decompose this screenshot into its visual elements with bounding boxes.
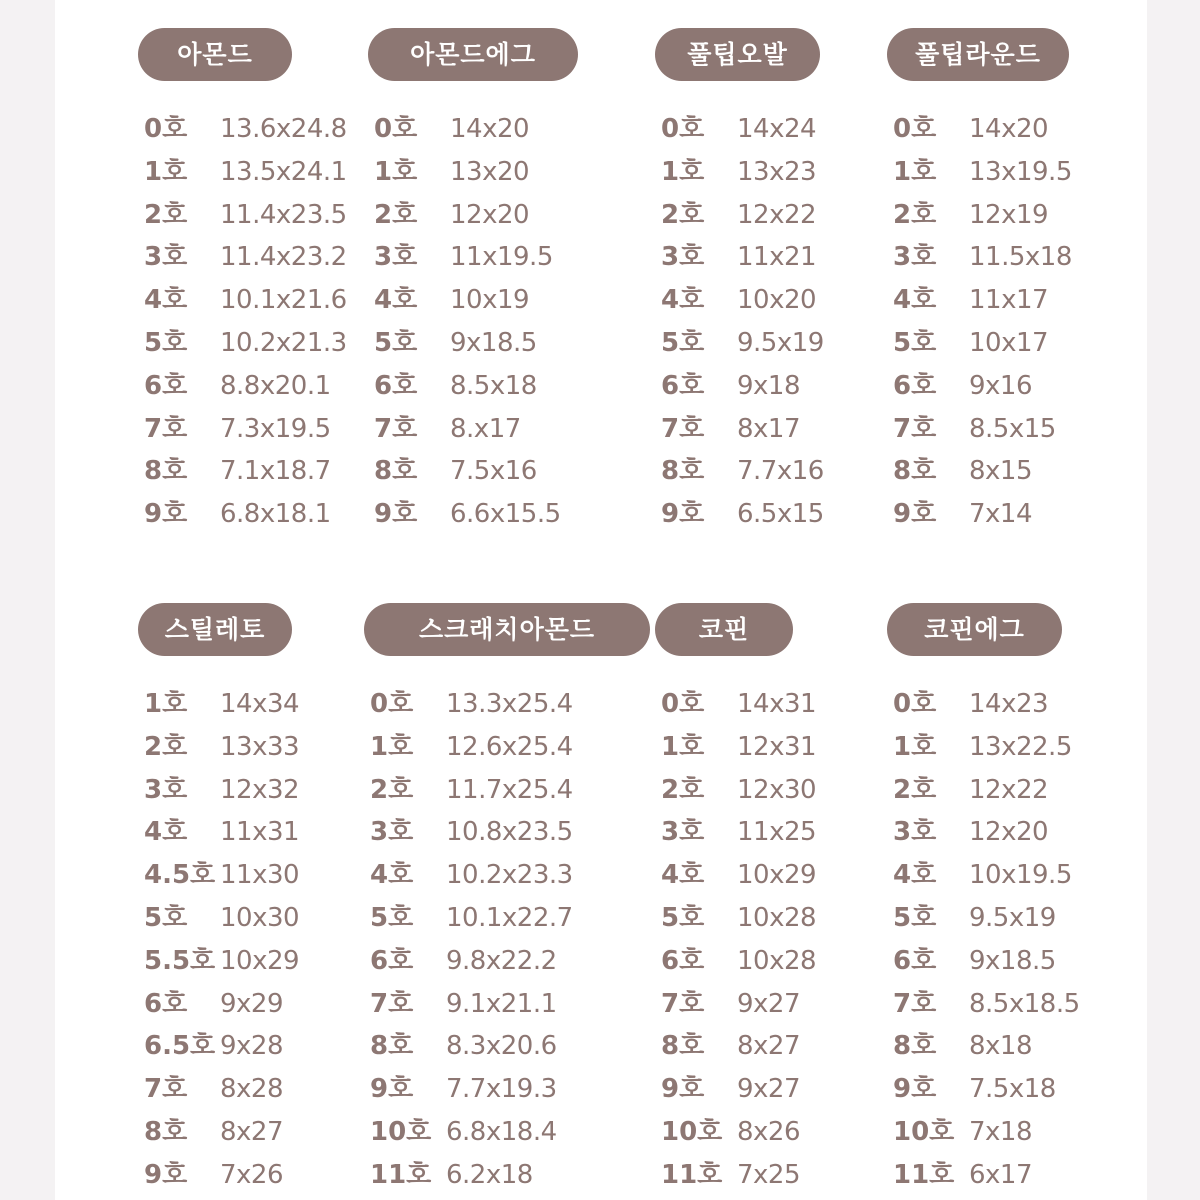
size-row [368, 365, 578, 408]
size-row [138, 683, 299, 726]
group-column [364, 603, 650, 1197]
size-row [887, 194, 1072, 237]
size-row [368, 408, 578, 451]
size-dimensions: 8x15 [969, 456, 1033, 487]
size-row [138, 940, 299, 983]
size-row [368, 279, 578, 322]
group-column [138, 28, 347, 536]
size-number: 7호 [374, 413, 418, 444]
size-dimensions: 9x27 [737, 1074, 801, 1105]
size-dimensions: 9.8x22.2 [446, 945, 557, 976]
size-dimensions: 9x16 [969, 370, 1033, 401]
size-dimensions: 12x30 [737, 774, 817, 805]
size-number: 3호 [893, 817, 937, 848]
size-row [368, 194, 578, 237]
size-dimensions: 6.2x18 [446, 1159, 533, 1190]
size-dimensions: 8x26 [737, 1116, 801, 1147]
size-number: 9호 [374, 499, 418, 530]
size-number: 5호 [374, 327, 418, 358]
size-dimensions: 10.2x21.3 [220, 327, 347, 358]
size-number: 4호 [893, 285, 937, 316]
size-list [887, 683, 1080, 1197]
size-row [364, 897, 650, 940]
size-dimensions: 10x28 [737, 902, 817, 933]
size-list [887, 108, 1072, 536]
shape-label-pill: 풀팁라운드 [887, 28, 1069, 81]
size-number: 9호 [893, 1074, 937, 1105]
size-number: 4호 [144, 817, 188, 848]
size-dimensions: 11x25 [737, 817, 817, 848]
size-dimensions: 9.5x19 [969, 902, 1056, 933]
size-number: 5호 [893, 902, 937, 933]
size-row [368, 151, 578, 194]
size-number: 1호 [661, 156, 705, 187]
size-row [887, 897, 1080, 940]
size-number: 5호 [661, 327, 705, 358]
size-row [887, 1068, 1080, 1111]
size-dimensions: 12x20 [969, 817, 1049, 848]
size-dimensions: 7.5x16 [450, 456, 537, 487]
size-number: 2호 [144, 199, 188, 230]
size-number: 8호 [661, 456, 705, 487]
size-dimensions: 14x31 [737, 689, 817, 719]
size-dimensions: 9.5x19 [737, 327, 824, 358]
size-number: 6호 [370, 945, 414, 976]
size-number: 7호 [144, 1074, 188, 1105]
size-list [138, 683, 299, 1197]
size-number: 10호 [661, 1116, 723, 1147]
size-dimensions: 10.2x23.3 [446, 860, 573, 891]
size-list [138, 108, 347, 536]
size-number: 2호 [893, 199, 937, 230]
size-dimensions: 8x27 [220, 1116, 284, 1147]
size-dimensions: 14x20 [969, 114, 1049, 144]
size-number: 2호 [370, 774, 414, 805]
size-number: 1호 [374, 156, 418, 187]
size-list [368, 108, 578, 536]
size-dimensions: 7.1x18.7 [220, 456, 331, 487]
size-number: 6.5호 [144, 1031, 216, 1062]
size-number: 3호 [661, 817, 705, 848]
size-row [655, 769, 816, 812]
size-row [655, 236, 824, 279]
shape-label-pill: 스틸레토 [138, 603, 292, 656]
shape-label-pill: 코핀 [655, 603, 793, 656]
size-row [368, 450, 578, 493]
size-dimensions: 7.3x19.5 [220, 413, 331, 444]
size-number: 2호 [661, 199, 705, 230]
size-number: 0호 [144, 114, 188, 144]
group-column [887, 28, 1072, 536]
size-dimensions: 12x20 [450, 199, 530, 230]
size-dimensions: 10.1x21.6 [220, 285, 347, 316]
size-row [368, 322, 578, 365]
size-dimensions: 11x17 [969, 285, 1049, 316]
size-dimensions: 7x18 [969, 1116, 1033, 1147]
size-row [887, 450, 1072, 493]
size-number: 6호 [144, 988, 188, 1019]
size-number: 5호 [144, 327, 188, 358]
size-chart-page [55, 0, 1147, 1200]
size-number: 7호 [661, 413, 705, 444]
size-dimensions: 8.5x18 [450, 370, 537, 401]
size-row [364, 1111, 650, 1154]
size-row [887, 983, 1080, 1026]
size-number: 1호 [893, 156, 937, 187]
size-dimensions: 9x28 [220, 1031, 284, 1062]
size-dimensions: 11.7x25.4 [446, 774, 573, 805]
size-dimensions: 8.5x18.5 [969, 988, 1080, 1019]
size-row [655, 365, 824, 408]
size-number: 1호 [370, 731, 414, 762]
size-dimensions: 13x33 [220, 731, 300, 762]
size-number: 6호 [893, 370, 937, 401]
size-row [655, 493, 824, 536]
size-number: 5호 [144, 902, 188, 933]
size-dimensions: 6.8x18.4 [446, 1116, 557, 1147]
size-dimensions: 13.6x24.8 [220, 114, 347, 144]
size-row [138, 236, 347, 279]
size-number: 3호 [661, 242, 705, 273]
size-row [655, 151, 824, 194]
size-row [655, 322, 824, 365]
size-number: 0호 [893, 114, 937, 144]
size-dimensions: 13x23 [737, 156, 817, 187]
size-number: 0호 [661, 689, 705, 719]
size-number: 11호 [661, 1159, 723, 1190]
size-number: 1호 [893, 731, 937, 762]
size-row [887, 151, 1072, 194]
size-dimensions: 6.8x18.1 [220, 499, 331, 530]
size-row [138, 365, 347, 408]
size-row [655, 1154, 816, 1197]
size-row [364, 854, 650, 897]
size-number: 0호 [661, 114, 705, 144]
size-number: 1호 [144, 156, 188, 187]
size-number: 6호 [661, 945, 705, 976]
size-dimensions: 8x28 [220, 1074, 284, 1105]
size-row [887, 493, 1072, 536]
size-dimensions: 6.5x15 [737, 499, 824, 530]
size-number: 4호 [144, 285, 188, 316]
size-dimensions: 7x26 [220, 1159, 284, 1190]
size-number: 4호 [893, 860, 937, 891]
size-row [655, 726, 816, 769]
size-number: 0호 [893, 689, 937, 719]
size-number: 2호 [374, 199, 418, 230]
size-dimensions: 13x19.5 [969, 156, 1072, 187]
shape-label-pill: 아몬드에그 [368, 28, 578, 81]
size-number: 7호 [370, 988, 414, 1019]
shape-label-pill: 풀팁오발 [655, 28, 820, 81]
size-row [655, 983, 816, 1026]
size-row [138, 279, 347, 322]
size-row [138, 726, 299, 769]
size-dimensions: 10x19.5 [969, 860, 1072, 891]
size-dimensions: 10x20 [737, 285, 817, 316]
size-number: 5호 [661, 902, 705, 933]
size-dimensions: 11.4x23.2 [220, 242, 347, 273]
size-dimensions: 12x32 [220, 774, 300, 805]
size-row [138, 408, 347, 451]
size-number: 7호 [144, 413, 188, 444]
size-row [364, 1068, 650, 1111]
size-number: 5호 [370, 902, 414, 933]
size-dimensions: 10x19 [450, 285, 530, 316]
size-number: 4호 [370, 860, 414, 891]
size-row [655, 279, 824, 322]
size-number: 8호 [144, 456, 188, 487]
size-row [138, 769, 299, 812]
size-row [138, 493, 347, 536]
size-dimensions: 10x17 [969, 327, 1049, 358]
size-number: 5.5호 [144, 945, 216, 976]
size-row [138, 151, 347, 194]
size-dimensions: 6x17 [969, 1159, 1033, 1190]
size-row [138, 194, 347, 237]
size-dimensions: 12x31 [737, 731, 817, 762]
size-dimensions: 11x30 [220, 860, 300, 891]
size-row [655, 1025, 816, 1068]
size-row [368, 236, 578, 279]
size-row [655, 811, 816, 854]
size-dimensions: 12x22 [969, 774, 1049, 805]
size-row [887, 365, 1072, 408]
size-dimensions: 10x28 [737, 945, 817, 976]
size-row [655, 1068, 816, 1111]
size-number: 6호 [374, 370, 418, 401]
size-row [364, 769, 650, 812]
size-row [364, 683, 650, 726]
size-number: 11호 [893, 1159, 955, 1190]
size-number: 9호 [144, 499, 188, 530]
size-dimensions: 9x18.5 [450, 327, 537, 358]
size-dimensions: 6.6x15.5 [450, 499, 561, 530]
size-row [887, 408, 1072, 451]
size-number: 4호 [661, 860, 705, 891]
size-row [138, 897, 299, 940]
size-dimensions: 11x21 [737, 242, 817, 273]
size-row [887, 811, 1080, 854]
size-list [655, 108, 824, 536]
size-list [364, 683, 650, 1197]
size-number: 1호 [661, 731, 705, 762]
size-dimensions: 14x20 [450, 114, 530, 144]
size-dimensions: 9x27 [737, 988, 801, 1019]
size-row [364, 1025, 650, 1068]
size-number: 10호 [370, 1116, 432, 1147]
size-row [655, 940, 816, 983]
size-dimensions: 7.7x16 [737, 456, 824, 487]
size-number: 8호 [374, 456, 418, 487]
size-row [655, 108, 824, 151]
size-row [138, 1111, 299, 1154]
size-dimensions: 11.5x18 [969, 242, 1072, 273]
size-row [368, 493, 578, 536]
size-row [364, 983, 650, 1026]
group-column [887, 603, 1080, 1197]
size-dimensions: 10x29 [220, 945, 300, 976]
size-number: 3호 [144, 242, 188, 273]
size-number: 9호 [661, 1074, 705, 1105]
size-row [138, 450, 347, 493]
size-number: 0호 [374, 114, 418, 144]
size-row [655, 408, 824, 451]
size-row [655, 450, 824, 493]
size-dimensions: 12x22 [737, 199, 817, 230]
size-dimensions: 9x18 [737, 370, 801, 401]
size-row [887, 108, 1072, 151]
size-dimensions: 11x19.5 [450, 242, 553, 273]
group-column [655, 28, 824, 536]
size-number: 7호 [893, 988, 937, 1019]
size-number: 8호 [661, 1031, 705, 1062]
size-dimensions: 14x34 [220, 689, 300, 719]
size-dimensions: 13x22.5 [969, 731, 1072, 762]
size-number: 3호 [374, 242, 418, 273]
size-dimensions: 8.5x15 [969, 413, 1056, 444]
size-row [887, 236, 1072, 279]
size-row [655, 897, 816, 940]
size-row [364, 726, 650, 769]
size-number: 4.5호 [144, 860, 216, 891]
size-number: 4호 [661, 285, 705, 316]
size-row [887, 1025, 1080, 1068]
size-row [655, 854, 816, 897]
size-row [364, 1154, 650, 1197]
size-dimensions: 8.x17 [450, 413, 521, 444]
size-row [887, 726, 1080, 769]
size-row [138, 1025, 299, 1068]
size-number: 10호 [893, 1116, 955, 1147]
group-column [368, 28, 578, 536]
shape-label-pill: 스크래치아몬드 [364, 603, 650, 656]
size-number: 11호 [370, 1159, 432, 1190]
size-row [138, 322, 347, 365]
size-number: 8호 [893, 1031, 937, 1062]
size-number: 3호 [144, 774, 188, 805]
size-row [364, 940, 650, 983]
size-number: 4호 [374, 285, 418, 316]
group-column [138, 603, 299, 1197]
size-row [887, 1111, 1080, 1154]
size-dimensions: 14x23 [969, 689, 1049, 719]
size-row [655, 683, 816, 726]
size-number: 8호 [144, 1116, 188, 1147]
size-number: 9호 [144, 1159, 188, 1190]
size-dimensions: 7.5x18 [969, 1074, 1056, 1105]
size-row [887, 854, 1080, 897]
size-row [138, 1154, 299, 1197]
size-dimensions: 13.3x25.4 [446, 689, 573, 719]
size-dimensions: 13x20 [450, 156, 530, 187]
size-row [138, 1068, 299, 1111]
size-number: 7호 [893, 413, 937, 444]
size-number: 5호 [893, 327, 937, 358]
size-dimensions: 8x18 [969, 1031, 1033, 1062]
size-row [364, 811, 650, 854]
size-dimensions: 7x14 [969, 499, 1033, 530]
size-number: 3호 [893, 242, 937, 273]
size-row [368, 108, 578, 151]
size-dimensions: 10.1x22.7 [446, 902, 573, 933]
size-number: 7호 [661, 988, 705, 1019]
size-dimensions: 9.1x21.1 [446, 988, 557, 1019]
size-row [138, 854, 299, 897]
size-number: 6호 [144, 370, 188, 401]
shape-label-pill: 아몬드 [138, 28, 292, 81]
size-dimensions: 9x29 [220, 988, 284, 1019]
size-dimensions: 8x27 [737, 1031, 801, 1062]
size-number: 6호 [893, 945, 937, 976]
size-number: 8호 [370, 1031, 414, 1062]
size-number: 0호 [370, 689, 414, 719]
size-dimensions: 8.3x20.6 [446, 1031, 557, 1062]
size-dimensions: 10x30 [220, 902, 300, 933]
size-dimensions: 10.8x23.5 [446, 817, 573, 848]
size-row [138, 811, 299, 854]
size-dimensions: 10x29 [737, 860, 817, 891]
size-row [138, 108, 347, 151]
size-number: 2호 [144, 731, 188, 762]
size-number: 8호 [893, 456, 937, 487]
size-row [655, 1111, 816, 1154]
size-dimensions: 12.6x25.4 [446, 731, 573, 762]
size-list [655, 683, 816, 1197]
size-dimensions: 11x31 [220, 817, 300, 848]
size-row [887, 322, 1072, 365]
size-dimensions: 14x24 [737, 114, 817, 144]
size-number: 6호 [661, 370, 705, 401]
size-dimensions: 11.4x23.5 [220, 199, 347, 230]
shape-label-pill: 코핀에그 [887, 603, 1062, 656]
size-row [887, 683, 1080, 726]
size-dimensions: 8.8x20.1 [220, 370, 331, 401]
size-row [887, 1154, 1080, 1197]
size-dimensions: 7x25 [737, 1159, 801, 1190]
size-number: 1호 [144, 689, 188, 719]
size-row [887, 279, 1072, 322]
size-row [138, 983, 299, 1026]
size-dimensions: 13.5x24.1 [220, 156, 347, 187]
size-number: 9호 [661, 499, 705, 530]
size-dimensions: 12x19 [969, 199, 1049, 230]
size-dimensions: 8x17 [737, 413, 801, 444]
size-dimensions: 9x18.5 [969, 945, 1056, 976]
size-dimensions: 7.7x19.3 [446, 1074, 557, 1105]
size-row [887, 940, 1080, 983]
size-number: 9호 [370, 1074, 414, 1105]
size-number: 2호 [893, 774, 937, 805]
size-row [887, 769, 1080, 812]
size-number: 9호 [893, 499, 937, 530]
size-row [655, 194, 824, 237]
group-column [655, 603, 816, 1197]
size-number: 2호 [661, 774, 705, 805]
size-number: 3호 [370, 817, 414, 848]
